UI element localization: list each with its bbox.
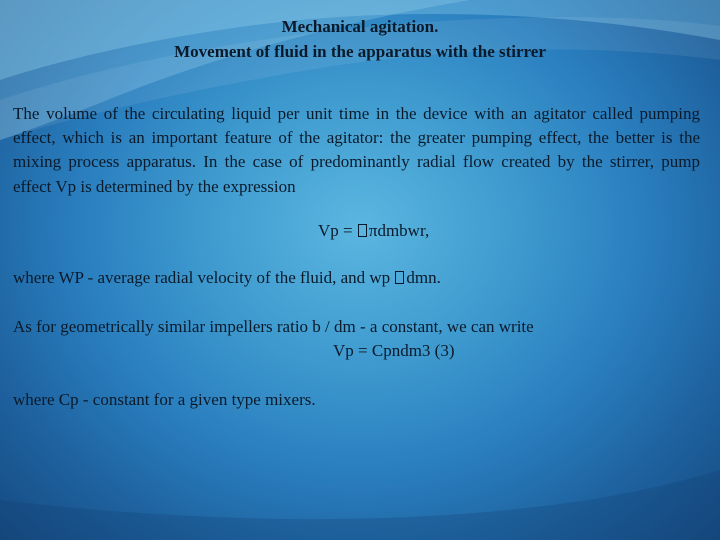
- title-line-1: Mechanical agitation.: [281, 17, 439, 36]
- paragraph-pumping-effect: The volume of the circulating liquid per unit time in the device with an agitator called pumping effect, which is an important feature of the agitator: the greater pumping effect, the better is the mixing process apparatus. In the case of predominantly radial flow created by the stirrer, pump effect Vp is determined by the expression: [13, 104, 700, 196]
- formula-1-prefix: Vp =: [318, 221, 357, 240]
- title-line-2: Movement of fluid in the apparatus with the stirrer: [174, 42, 546, 61]
- formula-1-suffix: πdmbwr,: [368, 221, 430, 240]
- as-for-line: As for geometrically similar impellers ratio b / dm - a constant, we can write: [13, 317, 534, 336]
- formula-vp-2: Vp = Cpndm3 (3): [333, 341, 455, 360]
- missing-glyph-box: [395, 271, 404, 284]
- formula-vp-1: [318, 221, 429, 241]
- slide-title: [0, 14, 720, 64]
- body-paragraph-1: [13, 102, 700, 199]
- final-line: where Cp - constant for a given type mixers.: [13, 390, 316, 409]
- missing-glyph-box: [358, 224, 367, 237]
- where-line: [13, 268, 441, 288]
- where-line-suffix: dmn.: [406, 268, 441, 287]
- where-line-prefix: where WP - average radial velocity of the fluid, and wp: [13, 268, 395, 287]
